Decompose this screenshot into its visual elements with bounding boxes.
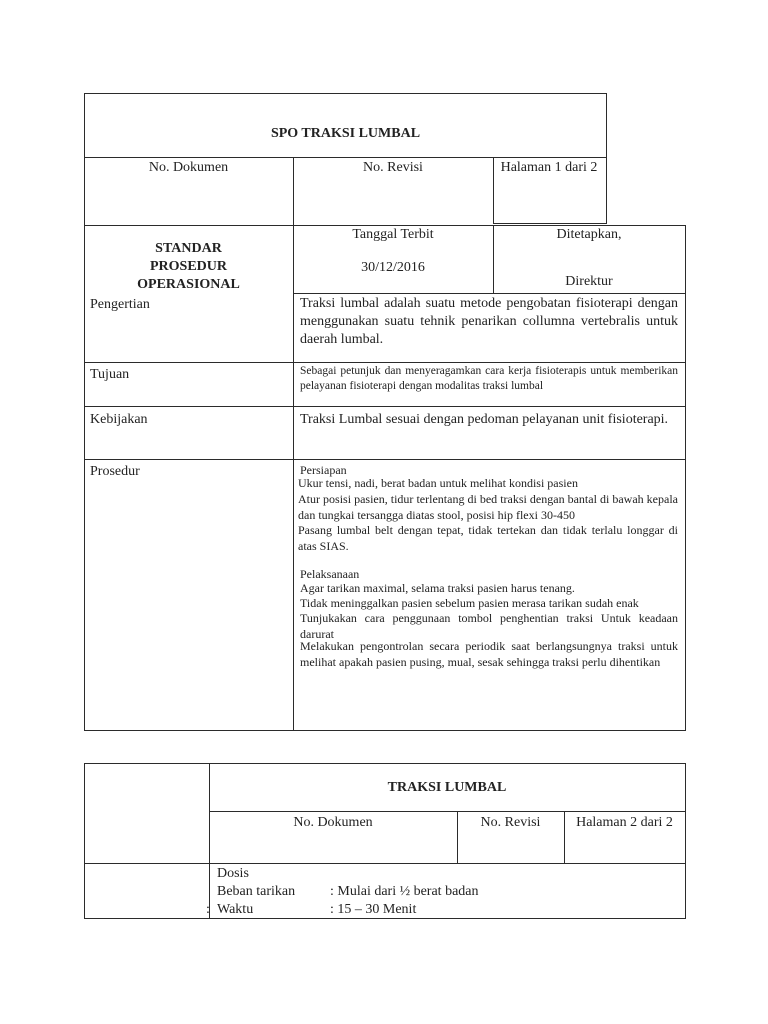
no-dokumen-label: No. Dokumen — [148, 160, 229, 175]
table-line — [84, 763, 85, 919]
no-revisi-label: No. Revisi — [363, 160, 423, 175]
pelaksanaan-step-3: Tunjukakan cara penggunaan tombol penghentian traksi Untuk keadaan darurat — [300, 611, 678, 641]
persiapan-step-1: Ukur tensi, nadi, berat badan untuk melihat kondisi pasien — [298, 476, 578, 490]
table-line — [293, 293, 685, 294]
table-line — [293, 225, 294, 731]
ditetapkan-label: Ditetapkan, — [556, 227, 622, 242]
pelaksanaan-heading: Pelaksanaan — [300, 567, 360, 581]
page-2-no-dokumen-label: No. Dokumen — [293, 815, 373, 830]
table-line — [84, 863, 685, 864]
direktur-label: Direktur — [565, 274, 613, 289]
table-line — [84, 763, 685, 764]
table-line — [84, 362, 685, 363]
page-2-halaman-label: Halaman 2 dari 2 — [576, 815, 673, 830]
table-line — [685, 763, 686, 919]
beban-tarikan-value: : Mulai dari ½ berat badan — [330, 884, 479, 899]
tujuan-label: Tujuan — [90, 367, 130, 382]
persiapan-step-3: Pasang lumbal belt dengan tepat, tidak tertekan dan tidak terlalu longgar di atas SIAS. — [298, 523, 678, 553]
persiapan-step-2: Atur posisi pasien, tidur terlentang di bed traksi dengan bantal di bawah kepala dan tungkai tersangga diatas stool, posisi hip flexi 30-450 — [298, 492, 678, 522]
pengertian-text: Traksi lumbal adalah suatu metode pengobatan fisioterapi dengan menggunakan suatu tehnik penarikan collumna vertebralis untuk daerah lumbal. — [300, 296, 678, 347]
table-line — [84, 459, 685, 460]
table-line — [84, 406, 685, 407]
table-line — [493, 223, 607, 224]
persiapan-heading: Persiapan — [300, 463, 347, 477]
waktu-label: Waktu — [217, 902, 254, 917]
table-line — [84, 730, 685, 731]
table-line — [84, 157, 607, 158]
operasional-label: OPERASIONAL — [137, 277, 240, 292]
document-title: SPO TRAKSI LUMBAL — [270, 126, 421, 141]
waktu-value: : 15 – 30 Menit — [330, 902, 417, 917]
pelaksanaan-step-1: Agar tarikan maximal, selama traksi pasien harus tenang. — [300, 581, 575, 595]
pengertian-label: Pengertian — [90, 297, 150, 312]
tanggal-terbit-label: Tanggal Terbit — [352, 227, 434, 242]
pelaksanaan-step-2: Tidak meninggalkan pasien sebelum pasien merasa tarikan sudah enak — [300, 596, 639, 610]
standar-label: STANDAR — [155, 241, 222, 256]
kebijakan-text: Traksi Lumbal sesuai dengan pedoman pelayanan unit fisioterapi. — [300, 412, 669, 427]
tujuan-text: Sebagai petunjuk dan menyeragamkan cara kerja fisioterapis untuk memberikan pelayanan fisioterapi dengan modalitas traksi lumbal — [300, 365, 678, 392]
tanggal-terbit-value: 30/12/2016 — [361, 260, 425, 275]
prosedur-row-label: Prosedur — [90, 464, 140, 479]
table-line — [493, 157, 494, 224]
dosis-heading: Dosis — [217, 866, 249, 881]
table-line — [209, 811, 685, 812]
prosedur-label: PROSEDUR — [149, 259, 227, 274]
table-line — [606, 93, 607, 224]
table-line — [685, 225, 686, 731]
table-line — [84, 93, 607, 94]
pelaksanaan-step-4: Melakukan pengontrolan secara periodik saat berlangsungnya traksi untuk melihat apakah pasien pusing, mual, sesak sehingga traksi perlu dihentikan — [300, 639, 678, 669]
page-2-title: TRAKSI LUMBAL — [387, 780, 507, 795]
kebijakan-label: Kebijakan — [90, 412, 148, 427]
page-2-no-revisi-label: No. Revisi — [480, 815, 541, 830]
waktu-prefix-mark: : — [206, 902, 210, 917]
beban-tarikan-label: Beban tarikan — [217, 884, 296, 899]
halaman-label: Halaman 1 dari 2 — [500, 160, 598, 175]
table-line — [84, 93, 85, 731]
